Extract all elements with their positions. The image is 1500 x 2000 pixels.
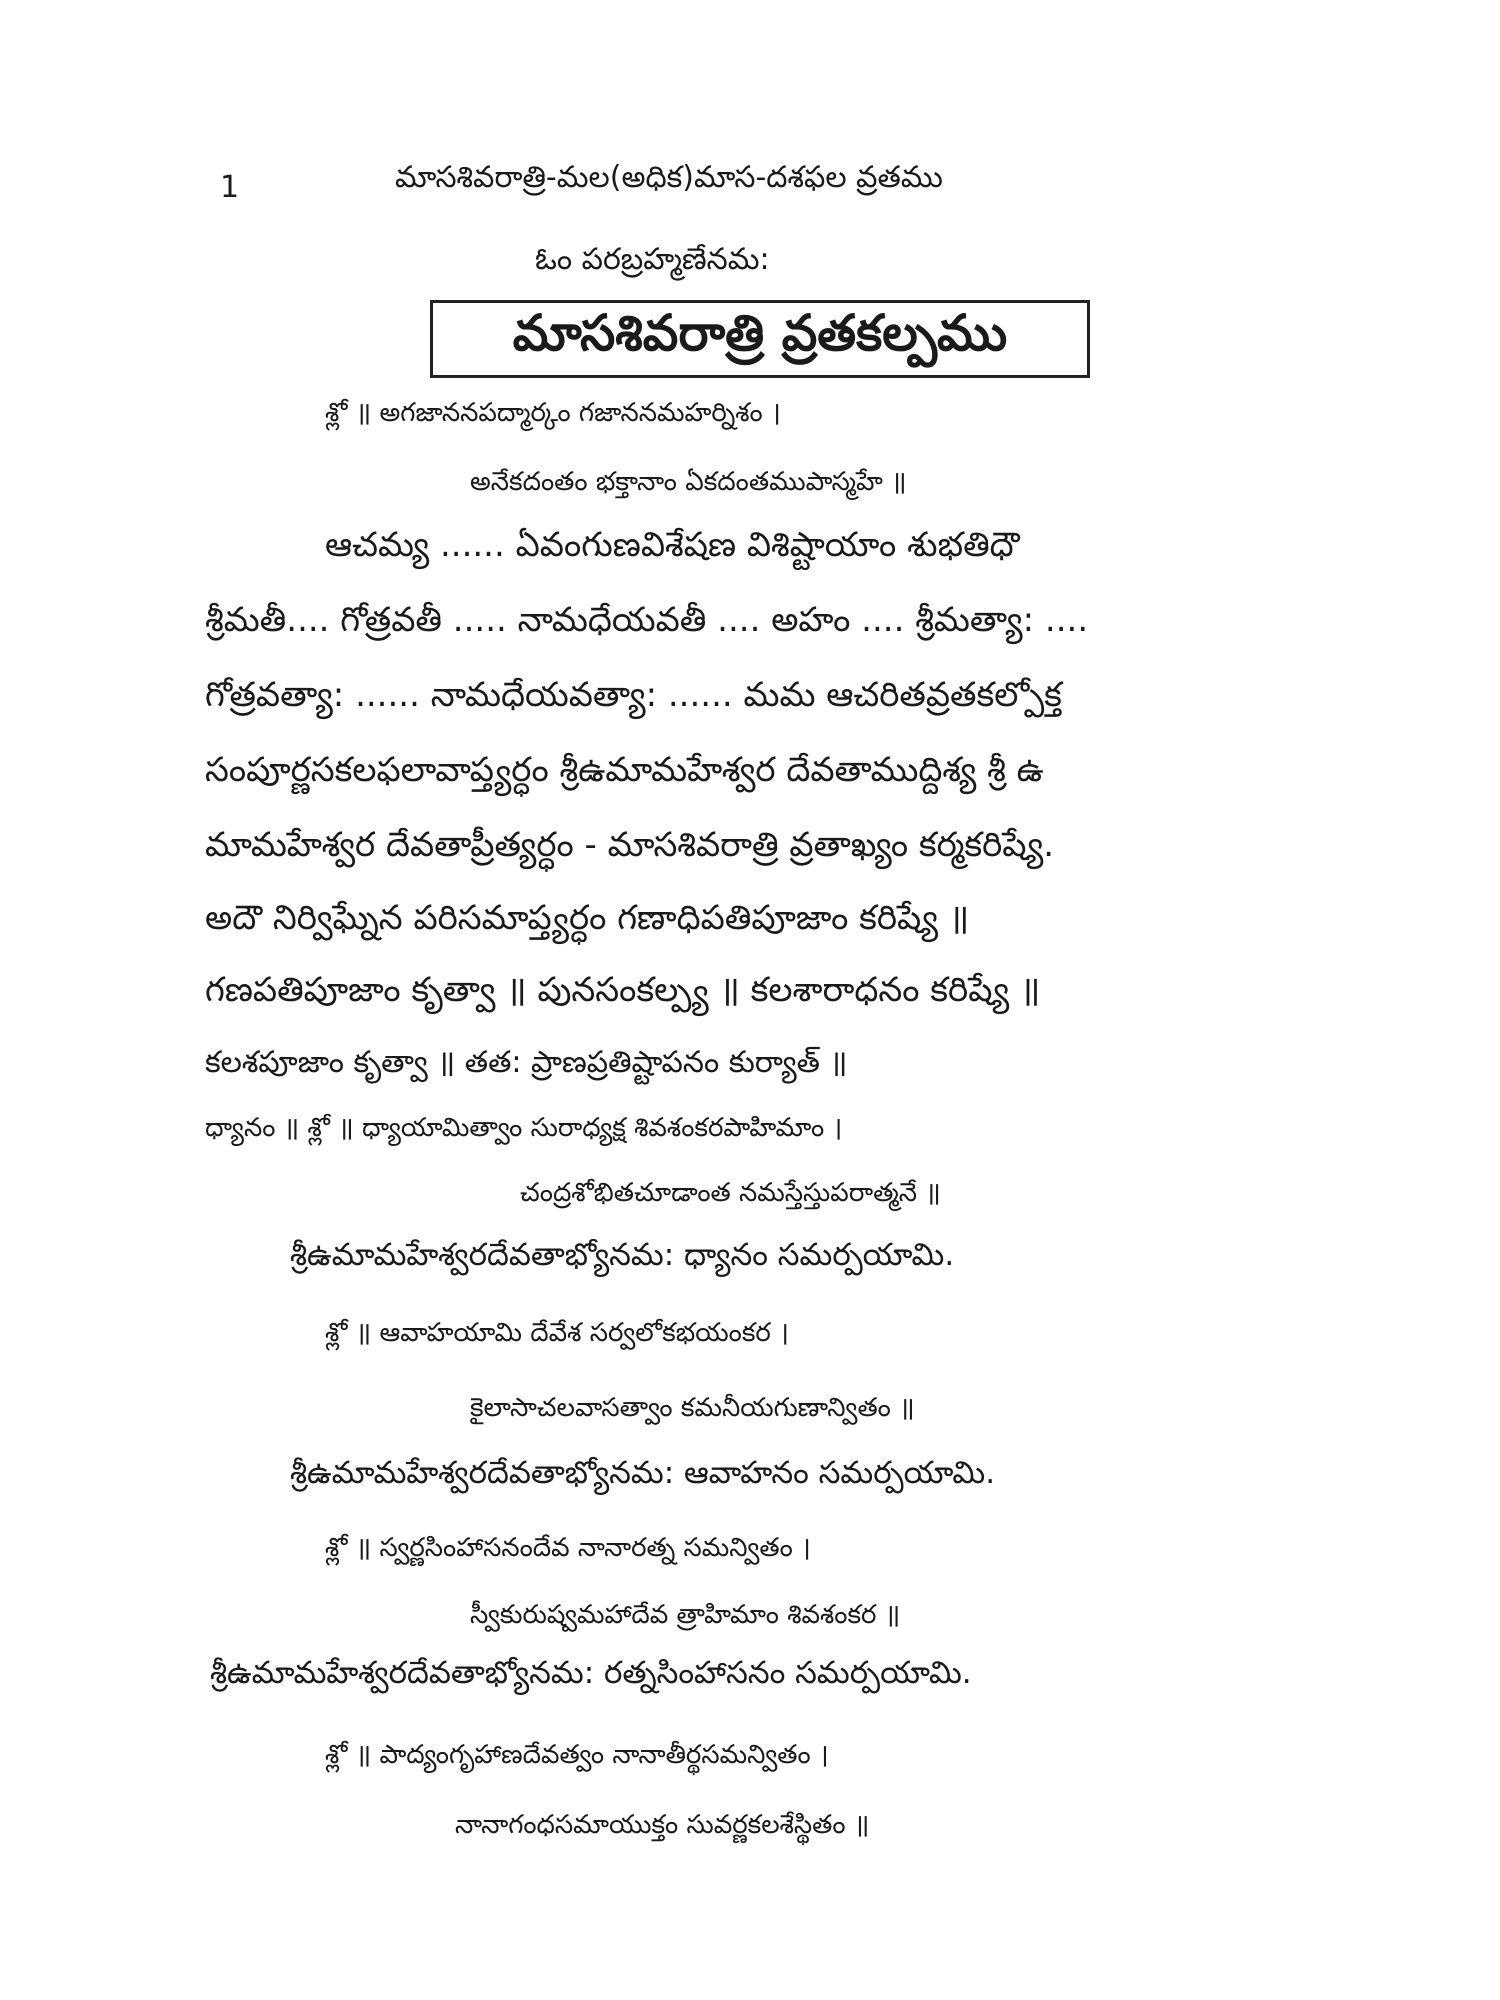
- verse-line: అనేకదంతం భక్తానాం ఏకదంతముపాస్మహే ॥: [470, 467, 907, 497]
- page-number: 1: [220, 170, 240, 205]
- text-line: అదౌ నిర్విఘ్నేన పరిసమాప్త్యర్ధం గణాధిపతిపూజాం కరిష్యే ॥: [205, 898, 970, 938]
- title-box: [430, 300, 1090, 378]
- verse-line: ధ్యానం ॥ శ్లో ॥ ధ్యాయామిత్వాం సురాధ్యక్ష శివశంకరపాహిమాం ।: [205, 1113, 843, 1143]
- verse-line: చంద్రశోభితచూడాంత నమస్తేస్తుపరాత్మనే ॥: [520, 1178, 941, 1208]
- verse-line: శ్లో ॥ స్వర్ణసింహాసనందేవ నానారత్న సమన్వితం ।: [325, 1533, 811, 1563]
- page-title: మాసశివరాత్రి వ్రతకల్పము: [512, 303, 1008, 362]
- offering-line: శ్రీఉమామహేశ్వరదేవతాభ్యోనమ: రత్నసింహాసనం సమర్పయామి.: [210, 1655, 972, 1691]
- text-line: గోత్రవత్యా: ...... నామధేయవత్యా: ...... మమ ఆచరితవ్రతకల్పోక్త: [205, 675, 1062, 715]
- text-line: గణపతిపూజాం కృత్వా ॥ పునసంకల్ప్య ॥ కలశారాధనం కరిష్యే ॥: [205, 970, 1041, 1010]
- invocation-line: ఓం పరబ్రహ్మణేనమ:: [535, 242, 770, 277]
- verse-line: స్వీకురుష్వమహాదేవ త్రాహిమాం శివశంకర ॥: [470, 1600, 901, 1630]
- offering-line: శ్రీఉమామహేశ్వరదేవతాభ్యోనమ: ధ్యానం సమర్పయామి.: [290, 1237, 955, 1273]
- text-line: శ్రీమతీ.... గోత్రవతీ ..... నామధేయవతీ .... అహం .... శ్రీమత్యా: ....: [205, 600, 1089, 640]
- page-header: మాసశివరాత్రి-మల(అధిక)మాస-దశఫల వ్రతము: [395, 160, 943, 195]
- offering-line: శ్రీఉమామహేశ్వరదేవతాభ్యోనమ: ఆవాహనం సమర్పయామి.: [290, 1455, 996, 1491]
- verse-line: శ్లో ॥ అగజాననపద్మార్కం గజాననమహర్నిశం ।: [325, 398, 781, 428]
- verse-line: కైలాసాచలవాసత్వాం కమనీయగుణాన్వితం ॥: [470, 1393, 915, 1423]
- text-line: ఆచమ్య ...... ఏవంగుణవిశేషణ విశిష్టాయాం శుభతిధౌ: [325, 525, 1020, 565]
- verse-line: నానాగంధసమాయుక్తం సువర్ణకలశేస్థితం ॥: [455, 1810, 870, 1840]
- text-line: మామహేశ్వర దేవతాప్రీత్యర్ధం - మాసశివరాత్రి వ్రతాఖ్యం కర్మకరిష్యే.: [205, 825, 1055, 865]
- verse-line: శ్లో ॥ ఆవాహయామి దేవేశ సర్వలోకభయంకర ।: [325, 1318, 789, 1348]
- verse-line: శ్లో ॥ పాద్యంగృహాణదేవత్వం నానాతీర్థసమన్వితం ।: [325, 1740, 829, 1770]
- text-line: కలశపూజాం కృత్వా ॥ తత: ప్రాణప్రతిష్టాపనం కుర్యాత్ ॥: [205, 1045, 848, 1080]
- text-line: సంపూర్ణసకలఫలావాప్త్యర్ధం శ్రీఉమామహేశ్వర దేవతాముద్దిశ్య శ్రీ ఉ: [205, 750, 1044, 790]
